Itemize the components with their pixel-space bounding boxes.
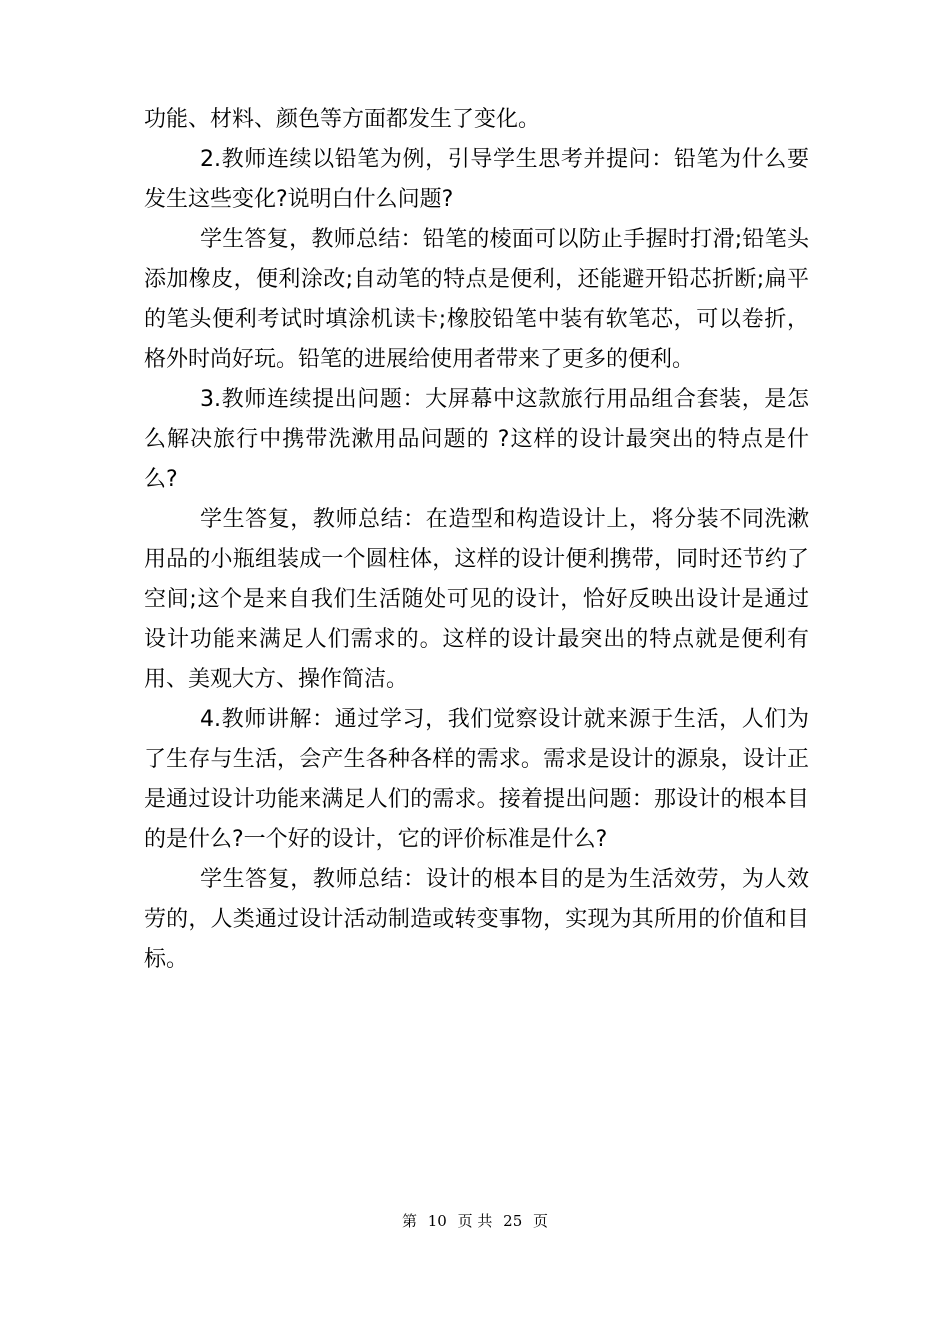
page-footer <box>0 1208 950 1234</box>
footer-total-pages: 25 <box>503 1212 523 1230</box>
document-body <box>144 100 809 980</box>
footer-suffix: 页 <box>533 1212 549 1230</box>
footer-middle: 页 共 <box>457 1212 493 1230</box>
paragraph-3: 学生答复，教师总结：铅笔的棱面可以防止手握时打滑;铅笔头添加橡皮，便利涂改;自动笔的特点是便利，还能避开铅芯折断;扁平的笔头便利考试时填涂机读卡;橡胶铅笔中装有软笔芯，可以卷折，格外时尚好玩。铅笔的进展给使用者带来了更多的便利。 <box>144 227 809 372</box>
paragraph-4: 3.教师连续提出问题：大屏幕中这款旅行用品组合套装，是怎么解决旅行中携带洗漱用品问题的 ?这样的设计最突出的特点是什么? <box>144 387 809 492</box>
paragraph-1: 功能、材料、颜色等方面都发生了变化。 <box>144 107 541 132</box>
paragraph-2: 2.教师连续以铅笔为例，引导学生思考并提问：铅笔为什么要发生这些变化?说明白什么问题? <box>144 147 809 212</box>
footer-prefix: 第 <box>401 1212 417 1230</box>
footer-current-page: 10 <box>427 1212 447 1230</box>
paragraph-7: 学生答复，教师总结：设计的根本目的是为生活效劳，为人效劳的，人类通过设计活动制造或转变事物，实现为其所用的价值和目标。 <box>144 867 809 972</box>
paragraph-5: 学生答复，教师总结：在造型和构造设计上，将分装不同洗漱用品的小瓶组装成一个圆柱体，这样的设计便利携带，同时还节约了空间;这个是来自我们生活随处可见的设计，恰好反映出设计是通过设计功能来满足人们需求的。这样的设计最突出的特点就是便利有用、美观大方、操作简洁。 <box>144 507 809 692</box>
paragraph-6: 4.教师讲解：通过学习，我们觉察设计就来源于生活，人们为了生存与生活，会产生各种各样的需求。需求是设计的源泉，设计正是通过设计功能来满足人们的需求。接着提出问题：那设计的根本目的是什么?一个好的设计，它的评价标准是什么? <box>144 707 809 852</box>
